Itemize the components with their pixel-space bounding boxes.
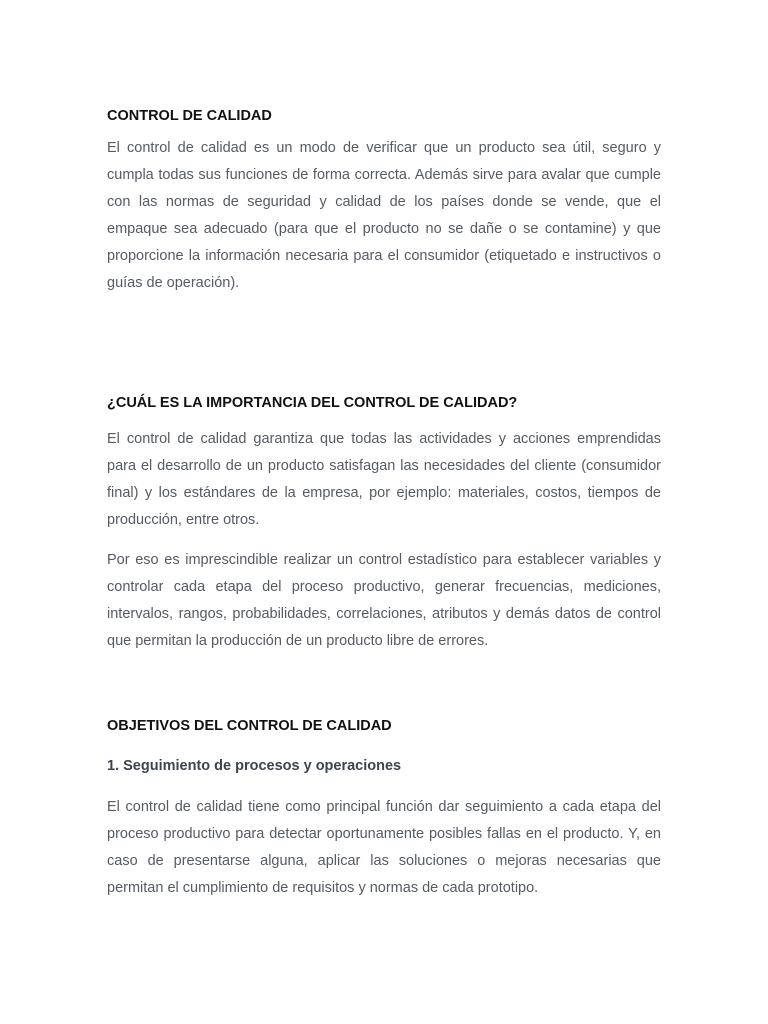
section-paragraph-importancia-2: Por eso es imprescindible realizar un control estadístico para establecer variables y controlar cada etapa del proceso productivo, generar frecuencias, mediciones, intervalos, rangos, probabilidades, correlaciones, atributos y demás datos de control que permitan la producción de un producto libre de errores.: [107, 552, 661, 649]
subsection-heading-seguimiento: 1. Seguimiento de procesos y operaciones: [107, 758, 402, 774]
section-heading-importancia: ¿CUÁL ES LA IMPORTANCIA DEL CONTROL DE CALIDAD?: [107, 395, 518, 411]
section-paragraph-control-de-calidad: El control de calidad es un modo de verificar que un producto sea útil, seguro y cumpla todas sus funciones de forma correcta. Además sirve para avalar que cumple con las normas de seguridad y calidad de los países donde se vende, que el empaque sea adecuado (para que el producto no se dañe o se contamine) y que proporcione la información necesaria para el consumidor (etiquetado e instructivos o guías de operación).: [107, 140, 661, 291]
section-heading-objetivos: OBJETIVOS DEL CONTROL DE CALIDAD: [107, 718, 392, 734]
section-paragraph-importancia-1: El control de calidad garantiza que todas las actividades y acciones emprendidas para el desarrollo de un producto satisfagan las necesidades del cliente (consumidor final) y los estándares de la empresa, por ejemplo: materiales, costos, tiempos de producción, entre otros.: [107, 431, 661, 528]
section-heading-control-de-calidad: CONTROL DE CALIDAD: [107, 108, 272, 124]
section-paragraph-seguimiento: El control de calidad tiene como principal función dar seguimiento a cada etapa del proceso productivo para detectar oportunamente posibles fallas en el producto. Y, en caso de presentarse alguna, aplicar las soluciones o mejoras necesarias que permitan el cumplimiento de requisitos y normas de cada prototipo.: [107, 799, 661, 896]
